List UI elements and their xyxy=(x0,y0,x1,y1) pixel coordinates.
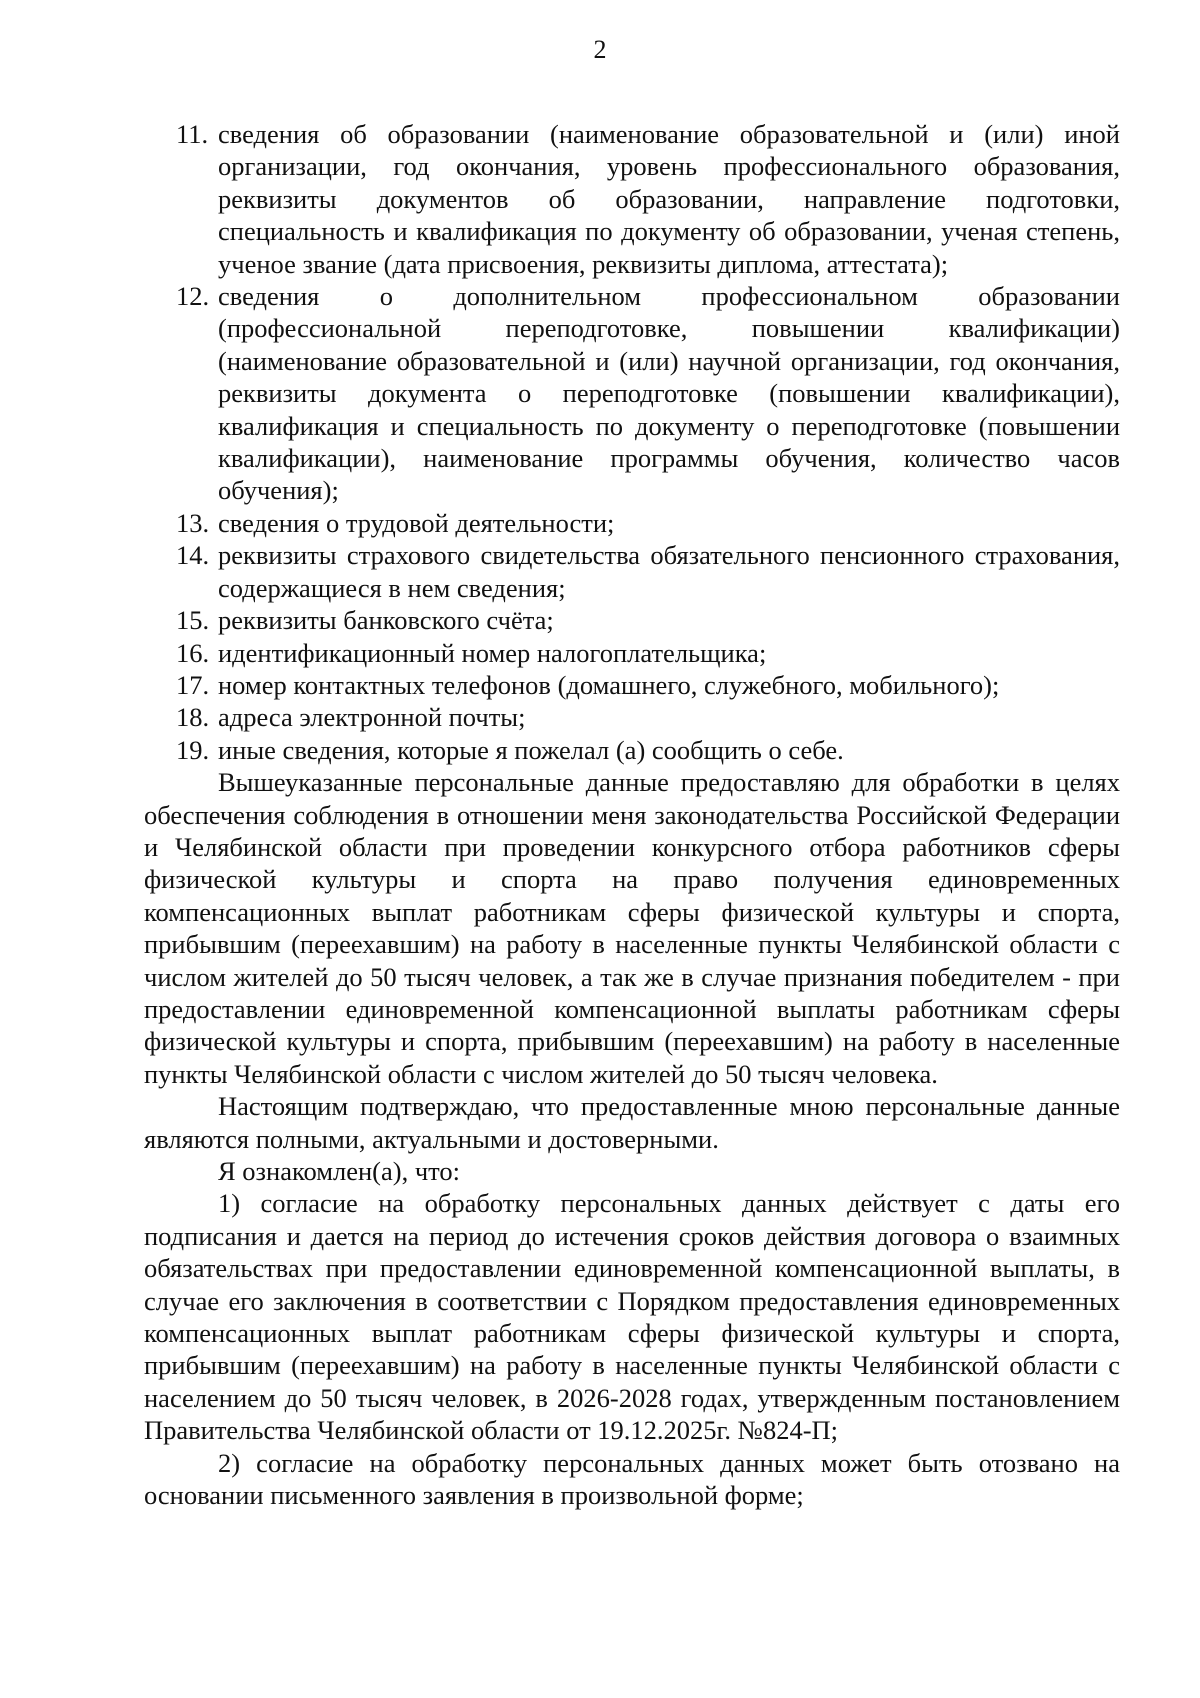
list-item-18 xyxy=(144,701,1120,733)
list-number: 18. xyxy=(176,702,210,733)
point-2-paragraph: 2) согласие на обработку персональных данных может быть отозвано на основании письменного заявления в произвольной форме; xyxy=(144,1447,1120,1511)
purpose-paragraph: Вышеуказанные персональные данные предоставляю для обработки в целях обеспечения соблюдения в отношении меня законодательства Российской Федерации и Челябинской области при проведении конкурсного отбора работников сферы физической культуры и спорта на право получения единовременных компенсационных выплат работникам сферы физической культуры и спорта, прибывшим (переехавшим) на работу в населенные пункты Челябинской области с числом жителей до 50 тысяч человек, а так же в случае признания победителем - при предоставлении единовременной компенсационной выплаты работникам сферы физической культуры и спорта, прибывшим (переехавшим) на работу в населенные пункты Челябинской области с числом жителей до 50 тысяч человека. xyxy=(144,767,1120,1089)
list-number: 14. xyxy=(176,540,210,571)
list-number: 19. xyxy=(176,734,210,765)
list-item-15 xyxy=(144,604,1120,636)
list-item-13 xyxy=(144,507,1120,539)
list-number: 13. xyxy=(176,507,210,538)
page-number: 2 xyxy=(593,35,607,64)
list-item-12 xyxy=(144,280,1120,507)
list-text: номер контактных телефонов (домашнего, служебного, мобильного); xyxy=(218,669,1000,700)
confirmation-paragraph: Настоящим подтверждаю, что предоставленные мною персональные данные являются полными, актуальными и достоверными. xyxy=(144,1091,1120,1154)
list-text: сведения о дополнительном профессиональном образовании (профессиональной переподготовке, повышении квалификации) (наименование образовательной и (или) научной организации, год окончания, реквизиты документа о переподготовке (повышении квалификации), квалификация и специальность по документу о переподготовке (повышении квалификации), наименование программы обучения, количество часов обучения); xyxy=(218,281,1120,506)
list-text: иные сведения, которые я пожелал (а) сообщить о себе. xyxy=(218,734,844,765)
acknowledged-paragraph: Я ознакомлен(а), что: xyxy=(218,1156,461,1186)
list-text: идентификационный номер налогоплательщика; xyxy=(218,637,767,668)
list-text: реквизиты страхового свидетельства обязательного пенсионного страхования, содержащиеся в нем сведения; xyxy=(218,540,1120,603)
list-item-16 xyxy=(144,637,1120,669)
list-number: 17. xyxy=(176,669,210,700)
list-item-14 xyxy=(144,539,1120,604)
list-text: адреса электронной почты; xyxy=(218,702,526,733)
list-item-19 xyxy=(144,734,1120,766)
list-item-11 xyxy=(144,118,1120,280)
list-number: 11. xyxy=(176,119,209,149)
list-number: 12. xyxy=(176,281,210,312)
list-number: 16. xyxy=(176,637,210,668)
list-text: сведения об образовании (наименование образовательной и (или) иной организации, год окончания, уровень профессионального образования, реквизиты документов об образовании, направление подготовки, специальность и квалификация по документу об образовании, ученая степень, ученое звание (дата присвоения, реквизиты диплома, аттестата); xyxy=(218,119,1120,279)
list-item-17 xyxy=(144,669,1120,701)
list-text: сведения о трудовой деятельности; xyxy=(218,507,615,538)
list-number: 15. xyxy=(176,605,210,636)
list-text: реквизиты банковского счёта; xyxy=(218,605,554,636)
point-1-paragraph: 1) согласие на обработку персональных данных действует с даты его подписания и дается на период до истечения сроков действия договора о взаимных обязательствах при предоставлении единовременной компенсационной выплаты, в случае его заключения в соответствии с Порядком предоставления единовременных компенсационных выплат работникам сферы физической культуры и спорта, прибывшим (переехавшим) на работу в населенные пункты Челябинской области с населением до 50 тысяч человек, в 2026-2028 годах, утвержденным постановлением Правительства Челябинской области от 19.12.2025г. №824-П; xyxy=(144,1188,1120,1446)
document-body xyxy=(144,118,1120,1511)
